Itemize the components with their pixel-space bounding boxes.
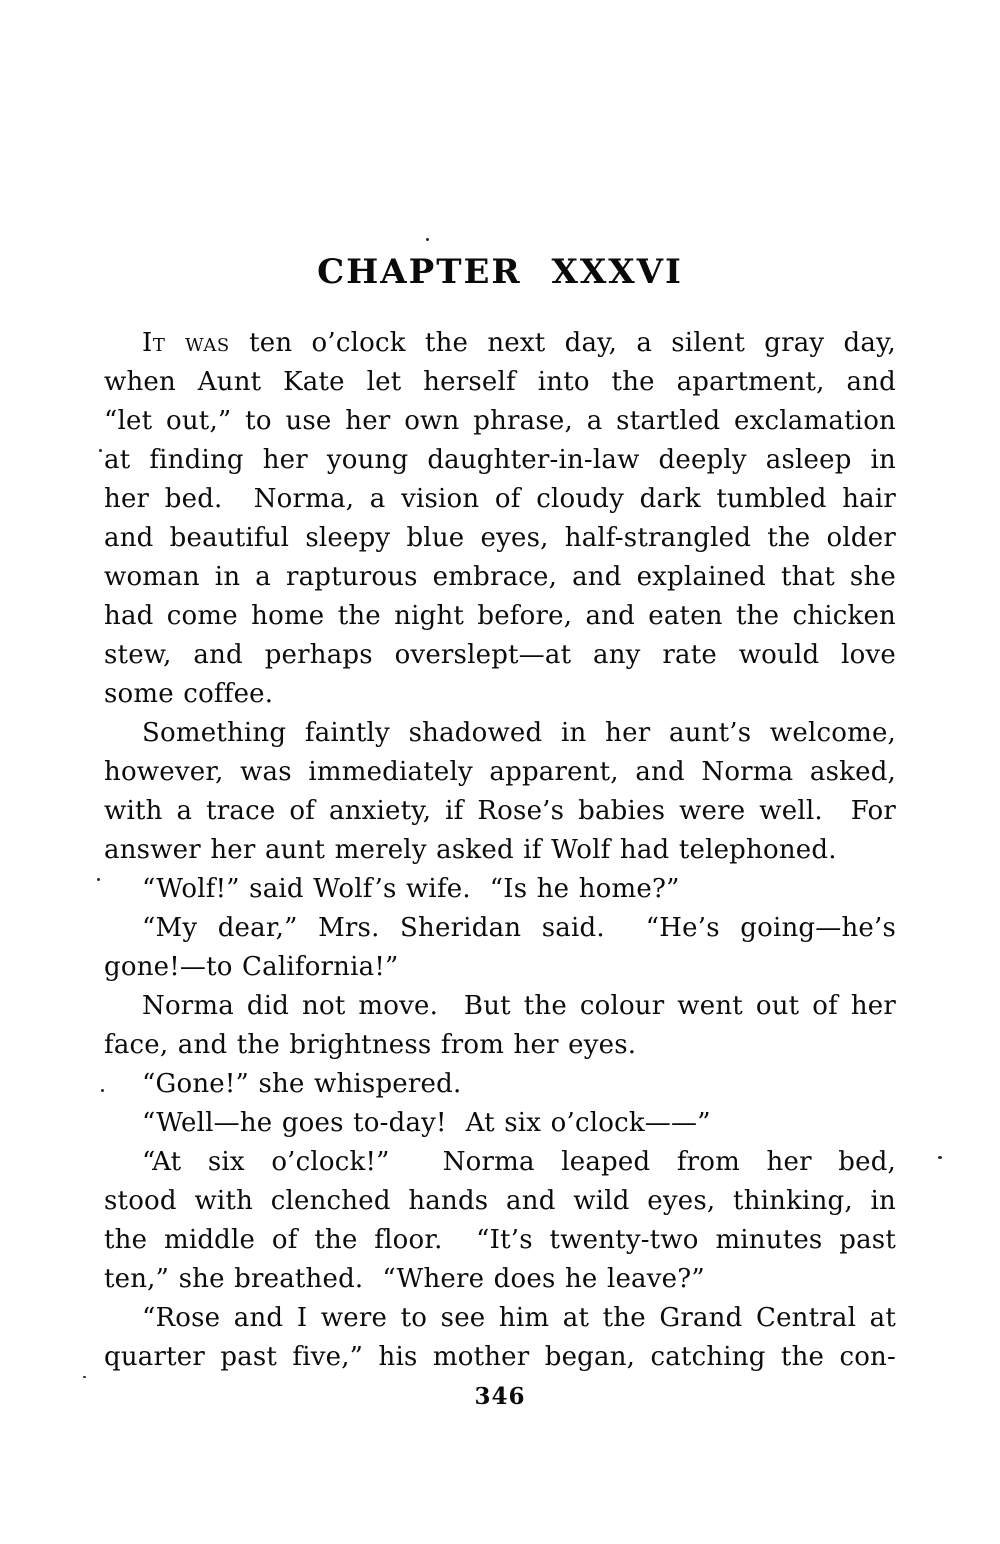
text-line: stood with clenched hands and wild eyes, thinking, in bbox=[104, 1186, 896, 1216]
text-line: “Well—he goes to-day! At six o’clock——” bbox=[142, 1108, 711, 1138]
text-line: her bed. Norma, a vision of cloudy dark tumbled hair bbox=[104, 484, 896, 514]
text-body bbox=[104, 324, 896, 1377]
paragraph bbox=[104, 870, 896, 909]
scan-speck bbox=[426, 238, 429, 241]
text-line: “Wolf!” said Wolf’s wife. “Is he home?” bbox=[142, 874, 680, 904]
text-line: the middle of the floor. “It’s twenty-two minutes past bbox=[104, 1225, 896, 1255]
scan-speck bbox=[97, 878, 100, 881]
paragraph bbox=[104, 714, 896, 870]
paragraph bbox=[104, 1143, 896, 1299]
text-line: gone!—to California!” bbox=[104, 952, 399, 982]
paragraph bbox=[104, 324, 896, 714]
text-line: however, was immediately apparent, and Norma asked, bbox=[104, 757, 896, 787]
text-line: stew, and perhaps overslept—at any rate would love bbox=[104, 640, 896, 670]
text-line: answer her aunt merely asked if Wolf had telephoned. bbox=[104, 835, 837, 865]
page-number: 346 bbox=[474, 1383, 526, 1410]
text-line: Norma did not move. But the colour went out of her bbox=[142, 991, 896, 1021]
scan-speck bbox=[83, 1376, 86, 1378]
text-line: It was ten o’clock the next day, a silent gray day, bbox=[142, 328, 897, 358]
paragraph bbox=[104, 1104, 896, 1143]
paragraph bbox=[104, 987, 896, 1065]
text-line: when Aunt Kate let herself into the apartment, and bbox=[104, 367, 896, 397]
scan-speck bbox=[99, 449, 102, 452]
text-line: ten,” she breathed. “Where does he leave?” bbox=[104, 1264, 705, 1294]
text-line: woman in a rapturous embrace, and explained that she bbox=[104, 562, 896, 592]
text-line: with a trace of anxiety, if Rose’s babies were well. For bbox=[104, 796, 896, 826]
title-gap bbox=[104, 294, 896, 324]
text-line: quarter past five,” his mother began, catching the con- bbox=[104, 1342, 896, 1372]
text-line: some coffee. bbox=[104, 679, 274, 709]
text-line: “At six o’clock!” Norma leaped from her bed, bbox=[142, 1147, 896, 1177]
text-line: had come home the night before, and eaten the chicken bbox=[104, 601, 896, 631]
chapter-heading: CHAPTER XXXVI bbox=[317, 252, 683, 292]
text-line: face, and the brightness from her eyes. bbox=[104, 1030, 637, 1060]
paragraph bbox=[104, 909, 896, 987]
text-line: “Gone!” she whispered. bbox=[142, 1069, 462, 1099]
scan-speck bbox=[938, 1156, 942, 1159]
text-line: at finding her young daughter-in-law deeply asleep in bbox=[104, 445, 896, 475]
text-line: “Rose and I were to see him at the Grand Central at bbox=[142, 1303, 896, 1333]
paragraph bbox=[104, 1299, 896, 1377]
paragraph bbox=[104, 1065, 896, 1104]
text-line: “My dear,” Mrs. Sheridan said. “He’s going—he’s bbox=[142, 913, 896, 943]
small-caps-lead: It was bbox=[142, 328, 230, 358]
text-line: Something faintly shadowed in her aunt’s welcome, bbox=[142, 718, 896, 748]
text-block bbox=[104, 250, 896, 1416]
text-line: “let out,” to use her own phrase, a startled exclamation bbox=[104, 406, 896, 436]
text-line: and beautiful sleepy blue eyes, half-strangled the older bbox=[104, 523, 896, 553]
